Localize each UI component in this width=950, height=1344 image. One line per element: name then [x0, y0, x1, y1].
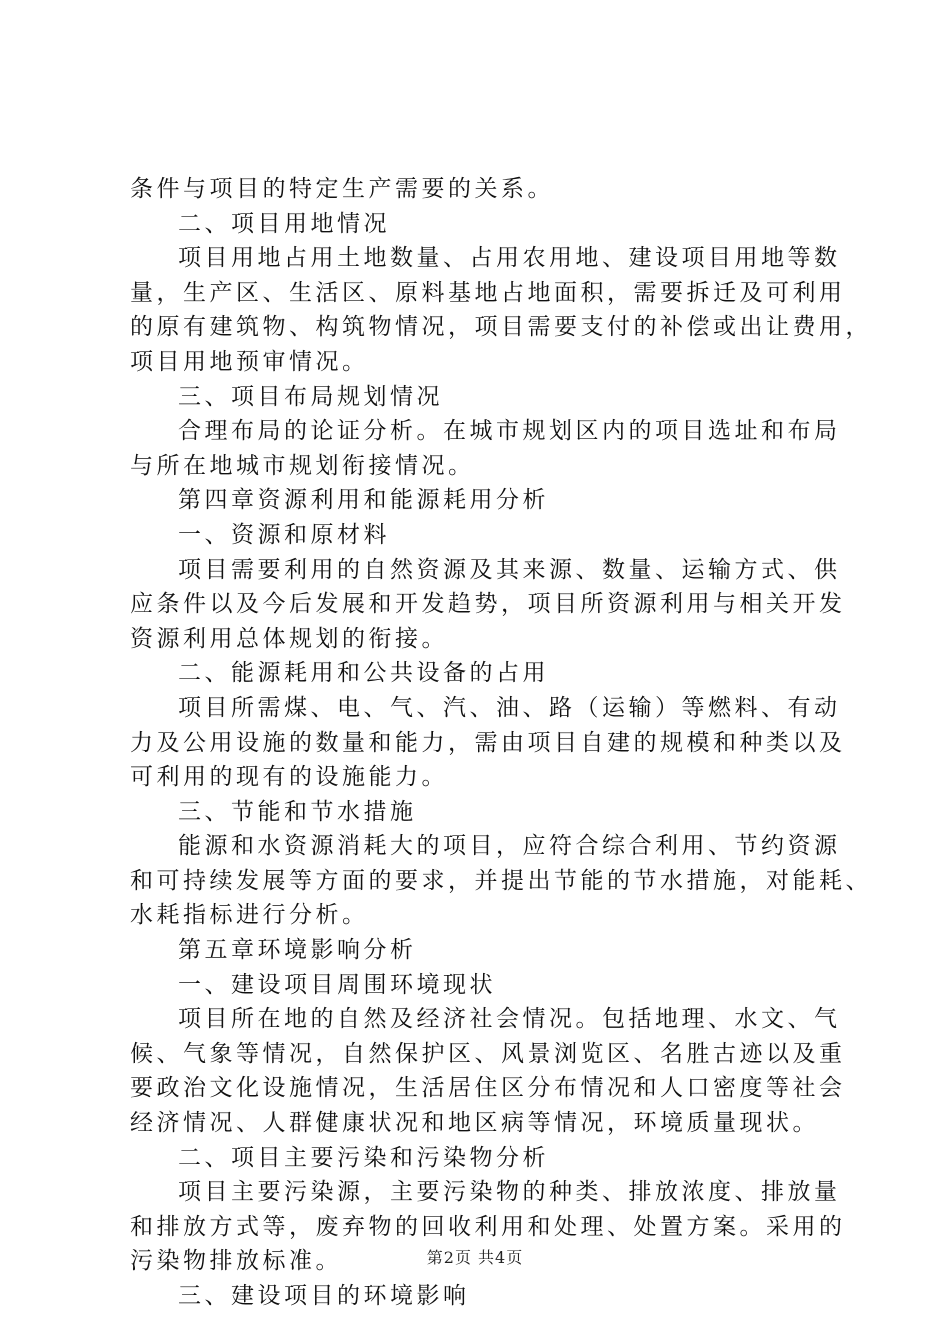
text-line: 和可持续发展等方面的要求，并提出节能的节水措施，对能耗、: [130, 867, 872, 894]
text-line: 力及公用设施的数量和能力，需由项目自建的规模和种类以及: [130, 729, 846, 756]
text-line: 要政治文化设施情况，生活居住区分布情况和人口密度等社会: [130, 1075, 846, 1102]
text-line: 污染物排放标准。: [130, 1248, 342, 1275]
text-line: 一、建设项目周围环境现状: [178, 971, 496, 998]
text-line: 资源利用总体规划的衔接。: [130, 625, 448, 652]
text-line: 一、资源和原材料: [178, 521, 390, 548]
text-line: 项目主要污染源，主要污染物的种类、排放浓度、排放量: [178, 1179, 841, 1206]
text-line: 二、能源耗用和公共设备的占用: [178, 660, 549, 687]
text-line: 第四章资源利用和能源耗用分析: [178, 487, 549, 514]
text-line: 能源和水资源消耗大的项目，应符合综合利用、节约资源: [178, 833, 841, 860]
text-line: 三、节能和节水措施: [178, 798, 417, 825]
text-line: 三、项目布局规划情况: [178, 383, 443, 410]
page-number-footer: 第2页 共4页: [426, 1248, 524, 1267]
text-line: 经济情况、人群健康状况和地区病等情况，环境质量现状。: [130, 1110, 819, 1137]
text-line: 的原有建筑物、构筑物情况，项目需要支付的补偿或出让费用，: [130, 314, 872, 341]
text-line: 条件与项目的特定生产需要的关系。: [130, 176, 554, 202]
text-line: 合理布局的论证分析。在城市规划区内的项目选址和布局: [178, 418, 841, 445]
text-line: 二、项目用地情况: [178, 210, 390, 237]
text-line: 与所在地城市规划衔接情况。: [130, 452, 475, 479]
text-line: 第五章环境影响分析: [178, 937, 417, 964]
text-line: 项目用地预审情况。: [130, 348, 369, 375]
text-line: 二、项目主要污染和污染物分析: [178, 1144, 549, 1171]
text-line: 三、建设项目的环境影响: [178, 1283, 470, 1309]
text-line: 可利用的现有的设施能力。: [130, 764, 448, 791]
document-body: [130, 172, 872, 1314]
text-line: 应条件以及今后发展和开发趋势，项目所资源利用与相关开发: [130, 591, 846, 618]
text-line: 项目所需煤、电、气、汽、油、路（运输）等燃料、有动: [178, 694, 841, 721]
text-line: 项目所在地的自然及经济社会情况。包括地理、水文、气: [178, 1006, 841, 1033]
text-line: 项目需要利用的自然资源及其来源、数量、运输方式、供: [178, 556, 841, 583]
text-line: 和排放方式等，废弃物的回收利用和处理、处置方案。采用的: [130, 1213, 846, 1240]
text-line: 量，生产区、生活区、原料基地占地面积，需要拆迁及可利用: [130, 279, 846, 306]
text-line: 水耗指标进行分析。: [130, 902, 369, 929]
text-line: 项目用地占用土地数量、占用农用地、建设项目用地等数: [178, 245, 841, 272]
text-line: 候、气象等情况，自然保护区、风景浏览区、名胜古迹以及重: [130, 1040, 846, 1067]
